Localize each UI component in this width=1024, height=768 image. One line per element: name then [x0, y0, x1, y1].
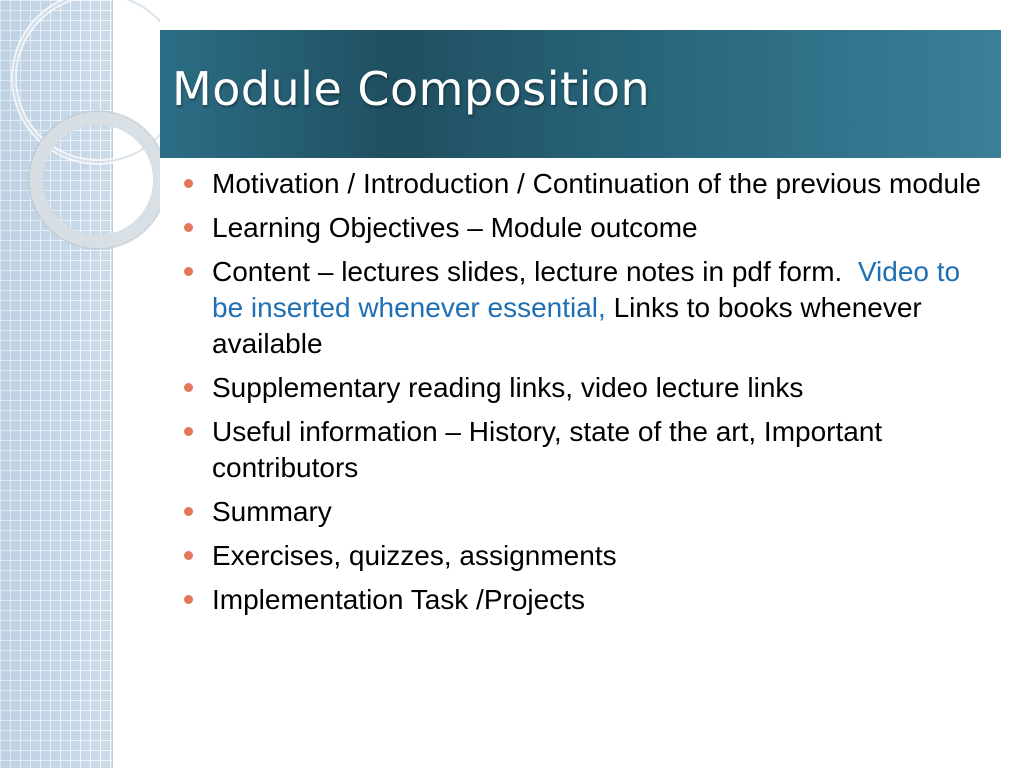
- bullet-list: [184, 166, 984, 618]
- decorative-ring-small: [36, 118, 160, 242]
- bullet-text: Motivation / Introduction / Continuation of the previous module: [212, 168, 981, 199]
- bullet-text: Learning Objectives – Module outcome: [212, 212, 698, 243]
- bullet-text: Exercises, quizzes, assignments: [212, 540, 617, 571]
- bullet-dot-icon: [184, 595, 193, 604]
- list-item: [184, 538, 984, 574]
- bullet-dot-icon: [184, 427, 193, 436]
- page-title: Module Composition: [172, 62, 651, 116]
- bullet-dot-icon: [184, 507, 193, 516]
- list-item: [184, 166, 984, 202]
- list-item: [184, 210, 984, 246]
- list-item: [184, 494, 984, 530]
- bullet-dot-icon: [184, 223, 193, 232]
- bullet-text: Summary: [212, 496, 332, 527]
- list-item: [184, 370, 984, 406]
- bullet-dot-icon: [184, 383, 193, 392]
- bullet-text-prefix: Content – lectures slides, lecture notes in pdf form.: [212, 256, 858, 287]
- list-item: [184, 582, 984, 618]
- bullet-text: Implementation Task /Projects: [212, 584, 585, 615]
- bullet-dot-icon: [184, 267, 193, 276]
- bullet-text-suffix: Links to books whenever available: [212, 292, 922, 359]
- bullet-list-area: [184, 166, 984, 626]
- bullet-dot-icon: [184, 551, 193, 560]
- bullet-text: Useful information – History, state of the art, Important contributors: [212, 416, 883, 483]
- bullet-dot-icon: [184, 179, 193, 188]
- list-item: [184, 414, 984, 486]
- highlighted-text: Video to be inserted whenever essential,: [212, 256, 961, 323]
- list-item: [184, 254, 984, 362]
- decorative-rings: [0, 0, 160, 260]
- bullet-text: Supplementary reading links, video lecture links: [212, 372, 804, 403]
